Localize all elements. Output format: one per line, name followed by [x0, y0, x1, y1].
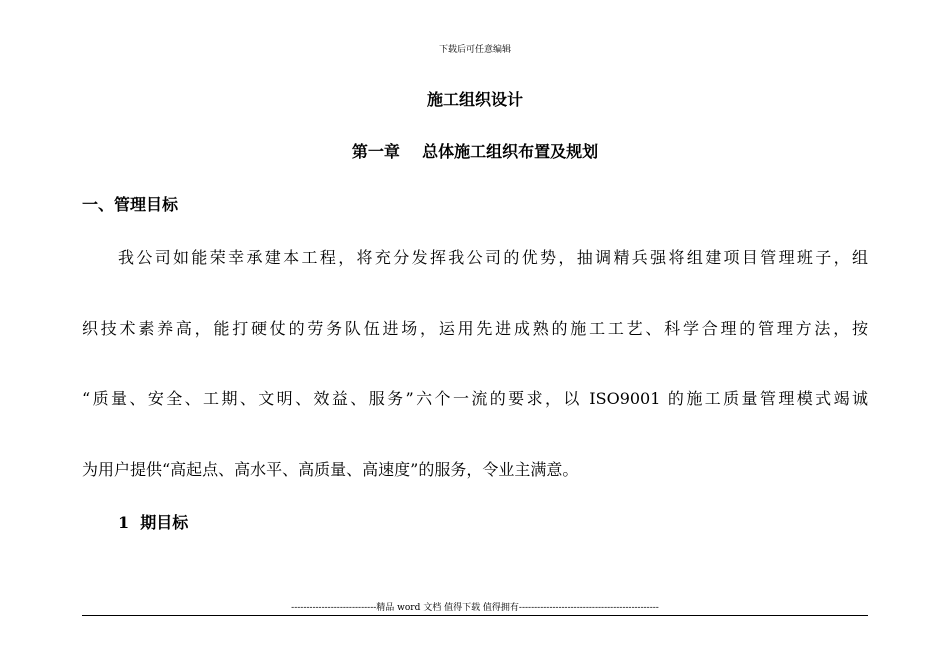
- paragraph-line-2: 织技术素养高，能打硬仗的劳务队伍进场，运用先进成熟的施工工艺、科学合理的管理方法，按: [82, 319, 868, 338]
- footer-rule: [82, 615, 868, 616]
- paragraph-line-4: 为用户提供“高起点、高水平、高质量、高速度”的服务，令业主满意。: [82, 460, 579, 479]
- document-title: 施工组织设计: [426, 90, 523, 109]
- footer-text: ----------------------------精品 word 文档 值得下载 值得拥有----------------------------------------------: [291, 603, 659, 613]
- header-note: 下载后可任意编辑: [438, 45, 511, 55]
- chapter-title: 第一章 总体施工组织布置及规划: [351, 142, 599, 161]
- paragraph-line-1: 我公司如能荣幸承建本工程，将充分发挥我公司的优势，抽调精兵强将组建项目管理班子，组: [118, 248, 868, 267]
- section-heading: 一、管理目标: [82, 195, 179, 214]
- sub-heading: 1 期目标: [118, 513, 189, 532]
- paragraph-line-3: “质量、安全、工期、文明、效益、服务”六个一流的要求，以 ISO9001 的施工质量管理模式竭诚: [82, 389, 868, 408]
